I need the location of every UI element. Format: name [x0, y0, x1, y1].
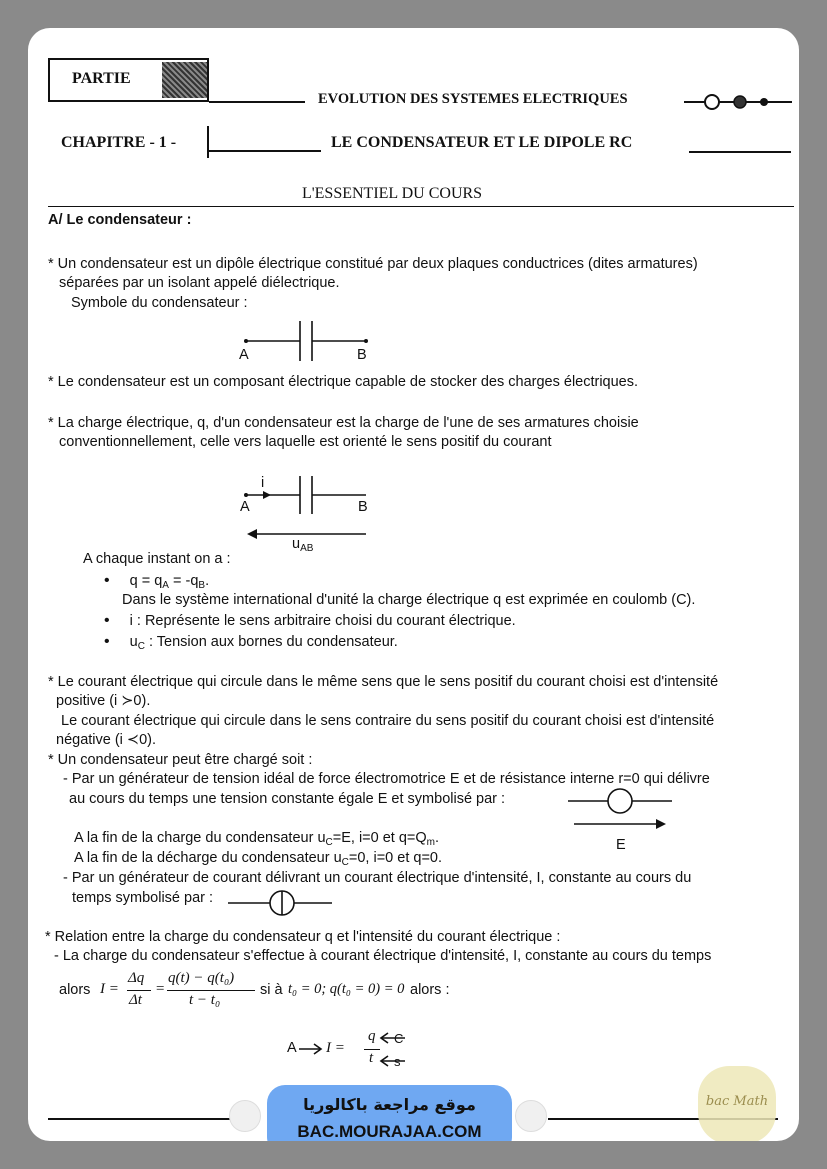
- formula-cond: t₀ = 0; q(t₀ = 0) = 0: [288, 981, 405, 997]
- charge-c: .: [435, 830, 440, 846]
- charge-a: A la fin de la charge du condensateur u: [74, 830, 326, 846]
- fig2-label-b: B: [358, 499, 368, 515]
- formula2-a: A: [287, 1040, 297, 1056]
- charge-sub-m: m: [426, 837, 436, 848]
- partie-texture: [162, 62, 207, 98]
- instant-intro: A chaque instant on a :: [83, 551, 231, 567]
- p6-alors2: alors :: [410, 982, 450, 998]
- voltage-e-label: E: [616, 837, 626, 853]
- partie-box: [48, 58, 209, 102]
- capacitor-symbol-2: [233, 468, 393, 543]
- p1-line2: séparées par un isolant appelé diélectrique.: [59, 275, 340, 291]
- p5-line7: temps symbolisé par :: [72, 890, 214, 906]
- bullet-icon: •: [104, 633, 110, 650]
- formula2-c: C: [394, 1031, 404, 1046]
- fig2-u-sub: AB: [300, 543, 314, 554]
- p6-si-a: si à: [260, 982, 283, 998]
- q-sub-a: A: [162, 580, 169, 591]
- chapitre-bar: [207, 126, 209, 158]
- p6-line1: * Relation entre la charge du condensateur q et l'intensité du courant électrique :: [45, 929, 561, 945]
- footer-logo-left: [229, 1100, 261, 1132]
- p4-line4: négative (i ≺0).: [56, 732, 156, 748]
- chapitre-title: LE CONDENSATEUR ET LE DIPOLE RC: [331, 134, 633, 151]
- voltage-generator-symbol: [566, 786, 676, 836]
- section-a-title: A/ Le condensateur :: [48, 212, 192, 228]
- p5-line3: au cours du temps une tension constante égale E et symbolisé par :: [69, 791, 506, 807]
- page: [28, 28, 799, 1141]
- p1-symbol-label: Symbole du condensateur :: [71, 295, 248, 311]
- footer-banner[interactable]: [267, 1085, 512, 1141]
- bullet-icon: •: [104, 572, 110, 589]
- p2: * Le condensateur est un composant électrique capable de stocker des charges électriques.: [48, 374, 639, 390]
- q-end: .: [205, 573, 210, 589]
- fraction-bar-2: [167, 990, 255, 991]
- p5-line6: - Par un générateur de courant délivrant un courant électrique d'intensité, I, constante au cours du: [63, 870, 692, 886]
- fig2-label-uab: [292, 535, 313, 558]
- arrow-left-icon: [379, 1055, 407, 1067]
- p1-line1: * Un condensateur est un dipôle électrique constitué par deux plaques conductrices (dites armatures): [48, 256, 698, 272]
- p4-line1: * Le courant électrique qui circule dans le même sens que le sens positif du courant choisi est d'intensité: [48, 674, 719, 690]
- p3-line1: * La charge électrique, q, d'un condensateur est la charge de l'une de ses armatures choisie: [48, 415, 639, 431]
- q-mid: = -q: [168, 573, 199, 589]
- p4-line2: positive (i ≻0).: [56, 693, 151, 709]
- formula-num: q(t) − q(t₀): [168, 970, 235, 986]
- partie-deco: [684, 90, 794, 112]
- p5-line2: - Par un générateur de tension idéal de force électromotrice E et de résistance interne r=0 qui délivre: [63, 771, 710, 787]
- instant-bullet-2: [104, 611, 516, 631]
- uc-def: : Tension aux bornes du condensateur.: [144, 634, 398, 650]
- formula2-s: s: [394, 1054, 401, 1069]
- formula2-t: t: [369, 1050, 374, 1066]
- arrow-right-icon: [298, 1042, 324, 1056]
- formula-den: t − t₀: [189, 992, 221, 1008]
- p3-line2: conventionnellement, celle vers laquelle est orienté le sens positif du courant: [59, 434, 552, 450]
- fig1-label-a: A: [239, 347, 249, 363]
- formula-i: I =: [100, 981, 119, 997]
- formula-dt: Δt: [129, 992, 142, 1008]
- decharge-a: A la fin de la décharge du condensateur u: [74, 850, 342, 866]
- p5-line1: * Un condensateur peut être chargé soit :: [48, 752, 313, 768]
- uc-sub: C: [137, 641, 145, 652]
- charge-b: =E, i=0 et q=Q: [332, 830, 427, 846]
- bac-math-logo-text: bac Math: [705, 1094, 769, 1109]
- fig1-label-b: B: [357, 347, 367, 363]
- chapitre-label: CHAPITRE - 1 -: [61, 134, 177, 151]
- i-def: i : Représente le sens arbitraire choisi du courant électrique.: [129, 613, 516, 629]
- formula-eq: =: [155, 981, 166, 997]
- footer-arabic: موقع مراجعة باكالوريا: [303, 1095, 476, 1114]
- p4-line3: Le courant électrique qui circule dans le sens contraire du sens positif du courant choisi est d'intensité: [61, 713, 715, 729]
- instant-bullet-3: [104, 632, 398, 656]
- fig2-u: u: [292, 536, 301, 552]
- partie-title: EVOLUTION DES SYSTEMES ELECTRIQUES: [318, 91, 628, 107]
- partie-label: PARTIE: [72, 70, 131, 87]
- bullet-icon: •: [104, 612, 110, 629]
- footer-rule-left: [48, 1118, 233, 1120]
- bac-math-logo: [698, 1066, 776, 1141]
- footer-logo-right: [515, 1100, 547, 1132]
- fig2-label-i: i: [261, 475, 265, 491]
- chapitre-rule-right: [689, 151, 791, 153]
- formula-dq: Δq: [128, 970, 145, 986]
- footer-site-link[interactable]: BAC.MOURAJAA.COM: [297, 1122, 482, 1141]
- current-generator-symbol: [226, 888, 336, 918]
- essentiel-title: L'ESSENTIEL DU COURS: [302, 185, 483, 202]
- q-sub-b: B: [198, 580, 206, 591]
- p6-alors1: alors: [59, 982, 91, 998]
- uc-u: u: [129, 634, 138, 650]
- charge-sub-c: C: [325, 837, 333, 848]
- essentiel-rule: [48, 206, 794, 207]
- formula2-i: I =: [326, 1040, 345, 1056]
- p6-line2: - La charge du condensateur s'effectue à courant électrique d'intensité, I, constante au cours du temps: [54, 948, 712, 964]
- fig2-label-a: A: [240, 499, 250, 515]
- decharge-b: =0, i=0 et q=0.: [348, 850, 443, 866]
- partie-rule: [209, 101, 305, 103]
- formula2-q: q: [368, 1028, 376, 1044]
- chapitre-rule: [207, 150, 321, 152]
- q-eq: q = q: [129, 573, 163, 589]
- instant-si: Dans le système international d'unité la charge électrique q est exprimée en coulomb (C).: [122, 592, 696, 608]
- fraction-bar-1: [127, 990, 151, 991]
- decharge-sub-c: C: [341, 857, 349, 868]
